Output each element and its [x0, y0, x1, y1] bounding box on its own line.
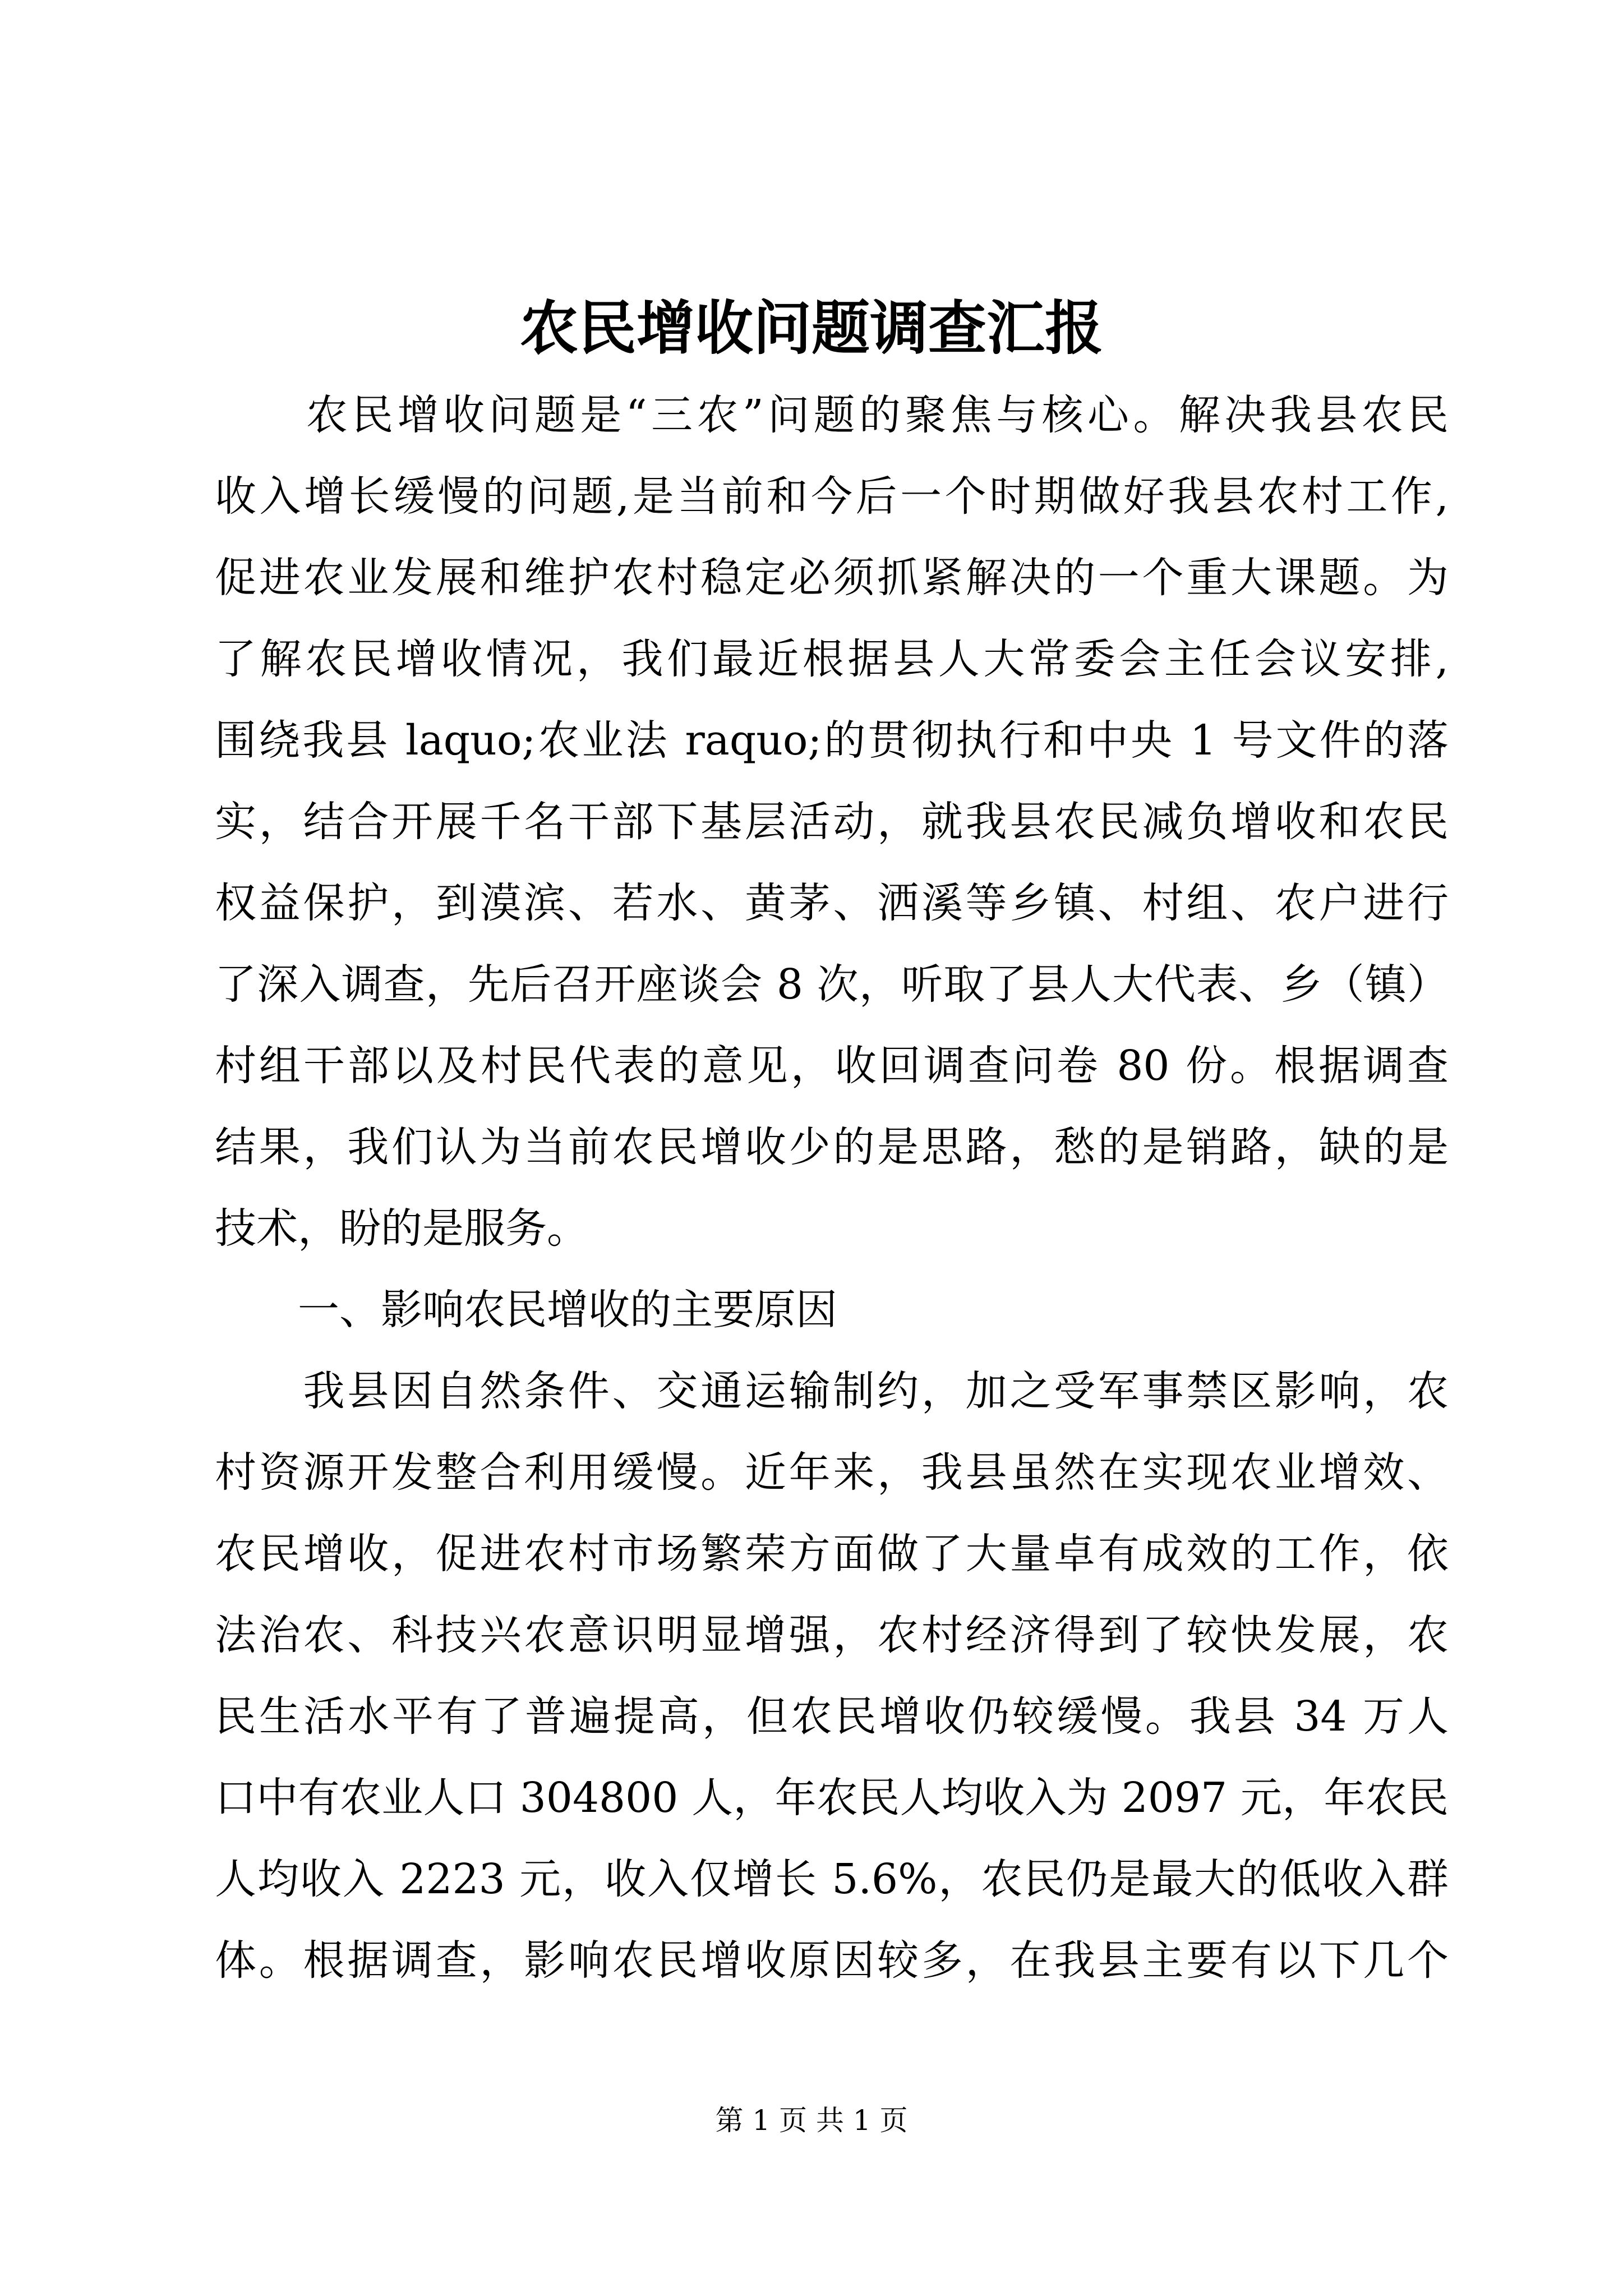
- body-line: 实，结合开展千名干部下基层活动，就我县农民减负增收和农民: [215, 798, 1449, 846]
- document-title: 农民增收问题调查汇报: [519, 293, 1103, 362]
- body-line: 了解农民增收情况，我们最近根据县人大常委会主任会议安排,: [215, 635, 1449, 683]
- body-line: 村资源开发整合利用缓慢。近年来，我县虽然在实现农业增效、: [215, 1448, 1449, 1497]
- body-line: 了深入调查，先后召开座谈会 8 次，听取了县人大代表、乡（镇）: [215, 960, 1449, 1009]
- body-line: 围绕我县 laquo;农业法 raquo;的贯彻执行和中央 1 号文件的落: [215, 716, 1449, 765]
- body-line: 村组干部以及村民代表的意见，收回调查问卷 80 份。根据调查: [215, 1042, 1449, 1090]
- body-line: 体。根据调查，影响农民增收原因较多，在我县主要有以下几个: [215, 1936, 1449, 1985]
- body-line: 农民增收问题是“三农”问题的聚焦与核心。解决我县农民: [215, 391, 1449, 439]
- body-line: 促进农业发展和维护农村稳定必须抓紧解决的一个重大课题。为: [215, 554, 1449, 602]
- body-line: 民生活水平有了普遍提高，但农民增收仍较缓慢。我县 34 万人: [215, 1692, 1449, 1741]
- body-line: 权益保护，到漠滨、若水、黄茅、洒溪等乡镇、村组、农户进行: [215, 879, 1449, 927]
- body-line: 我县因自然条件、交通运输制约，加之受军事禁区影响，农: [215, 1367, 1449, 1415]
- body-line: 人均收入 2223 元，收入仅增长 5.6%，农民仍是最大的低收入群: [215, 1855, 1449, 1903]
- body-line: 收入增长缓慢的问题,是当前和今后一个时期做好我县农村工作,: [215, 472, 1449, 521]
- body-line: 农民增收，促进农村市场繁荣方面做了大量卓有成效的工作，依: [215, 1530, 1449, 1578]
- page-footer: 第 1 页 共 1 页: [715, 2104, 908, 2137]
- body-line: 口中有农业人口 304800 人，年农民人均收入为 2097 元，年农民: [215, 1774, 1449, 1822]
- section-heading: 一、影响农民增收的主要原因: [215, 1286, 837, 1334]
- body-line: 法治农、科技兴农意识明显增强，农村经济得到了较快发展，农: [215, 1611, 1449, 1659]
- body-line: 技术，盼的是服务。: [215, 1204, 588, 1253]
- body-line: 结果，我们认为当前农民增收少的是思路，愁的是销路，缺的是: [215, 1123, 1449, 1171]
